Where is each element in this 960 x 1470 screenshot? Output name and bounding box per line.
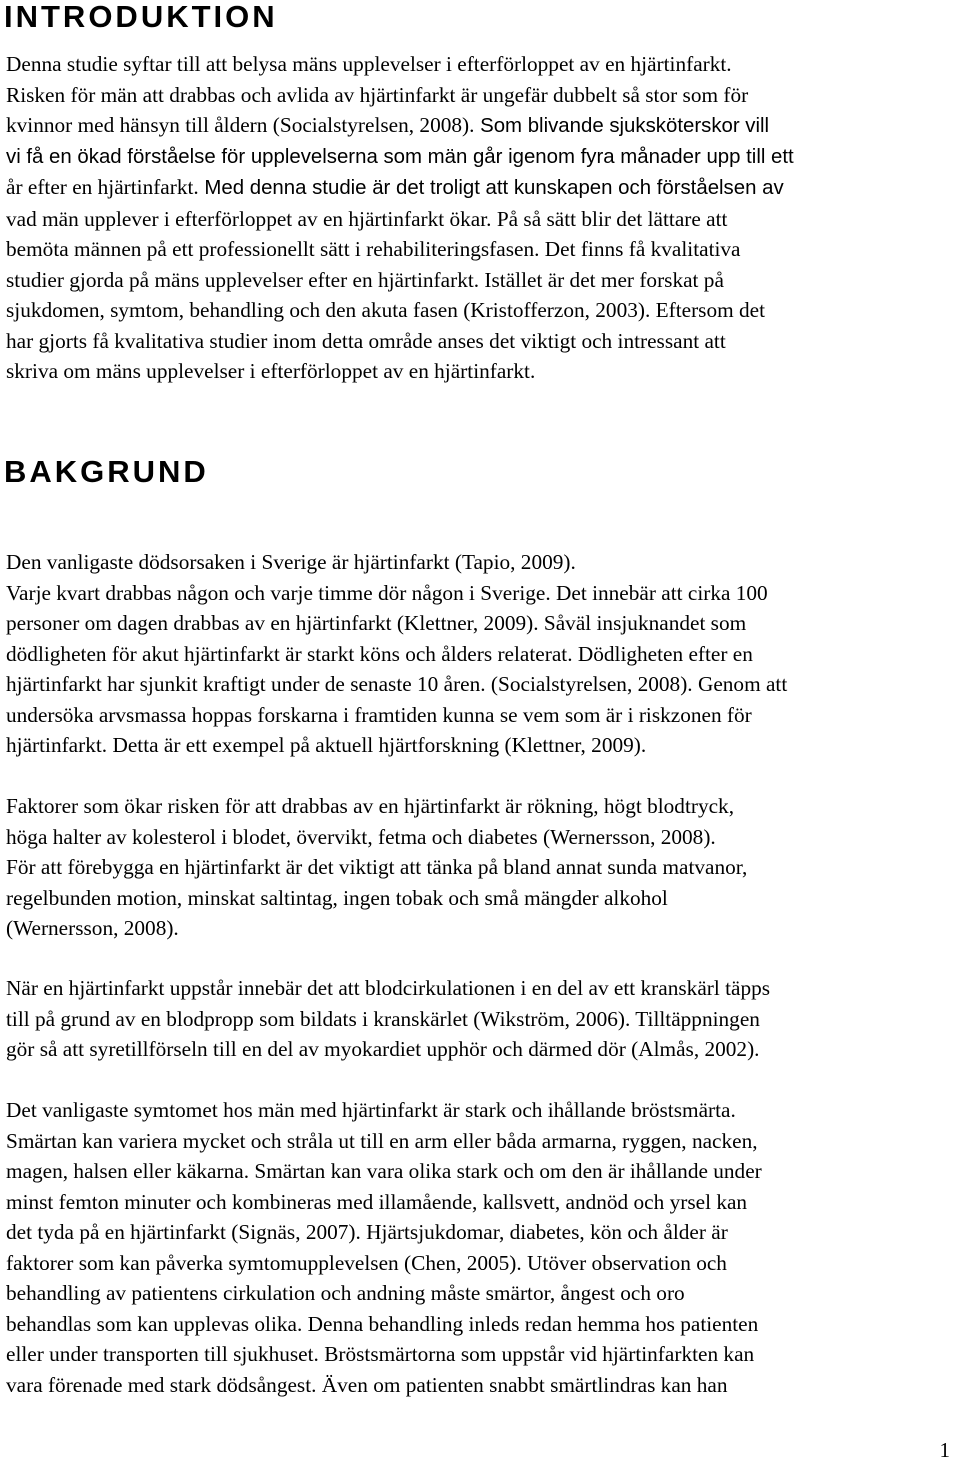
text-line: behandlas som kan upplevas olika. Denna behandling inleds redan hemma hos patienten [6, 1311, 759, 1336]
text-line: Smärtan kan variera mycket och stråla ut till en arm eller båda armarna, ryggen, nacken, [6, 1128, 758, 1153]
text-line: hjärtinfarkt har sjunkit kraftigt under de senaste 10 åren. (Socialstyrelsen, 2008). Genom att [6, 672, 788, 696]
text-line: Risken för män att drabbas och avlida av hjärtinfarkt är ungefär dubbelt så stor som för [6, 82, 749, 107]
text-line: Faktorer som ökar risken för att drabbas av en hjärtinfarkt är rökning, högt blodtryck, [6, 794, 735, 818]
text-line: har gjorts få kvalitativa studier inom detta område anses det viktigt och intressant att [6, 328, 726, 353]
text-line: hjärtinfarkt. Detta är ett exempel på aktuell hjärtforskning (Klettner, 2009). [6, 733, 647, 757]
text-line: vad män upplever i efterförloppet av en hjärtinfarkt ökar. På så sätt blir det lättare att [6, 206, 728, 231]
text-line: personer om dagen drabbas av en hjärtinfarkt (Klettner, 2009). Såväl insjuknandet som [6, 611, 747, 635]
text-line: magen, halsen eller käkarna. Smärtan kan vara olika stark och om den är ihållande under [6, 1159, 762, 1183]
text-line: För att förebygga en hjärtinfarkt är det viktigt att tänka på bland annat sunda matvanor, [6, 855, 748, 879]
text-line: sjukdomen, symtom, behandling och den akuta fasen (Kristofferzon, 2003). Eftersom det [6, 298, 766, 322]
text-line: skriva om mäns upplevelser i efterförloppet av en hjärtinfarkt. [6, 359, 536, 383]
text-line: Det vanligaste symtomet hos män med hjärtinfarkt är stark och ihållande bröstsmärta. [6, 1098, 736, 1122]
text-line: regelbunden motion, minskat saltintag, ingen tobak och små mängder alkohol [6, 885, 668, 910]
page-number: 1 [939, 1438, 950, 1462]
text-line: undersöka arvsmassa hoppas forskarna i framtiden kunna se vem som är i riskzonen för [6, 702, 752, 727]
background-paragraph-2 [6, 791, 956, 944]
text-line: behandling av patientens cirkulation och andning måste smärtor, ångest och oro [6, 1281, 685, 1305]
text-line: eller under transporten till sjukhuset. Bröstsmärtorna som uppstår vid hjärtinfarkten kan [6, 1342, 755, 1366]
text-line: minst femton minuter och kombineras med illamående, kallsvett, andnöd och yrsel kan [6, 1189, 748, 1214]
background-paragraph-4 [6, 1095, 956, 1400]
background-paragraph-1 [6, 547, 956, 761]
text-line: (Wernersson, 2008). [6, 916, 179, 940]
text-line: gör så att syretillförseln till en del av myokardiet upphör och därmed dör (Almås, 2002). [6, 1037, 760, 1061]
text-line: dödligheten för akut hjärtinfarkt är starkt köns och ålders relaterat. Dödligheten efter en [6, 641, 753, 666]
text-line: Varje kvart drabbas någon och varje timme dör någon i Sverige. Det innebär att cirka 100 [6, 580, 768, 605]
text-line: det tyda på en hjärtinfarkt (Signäs, 2007). Hjärtsjukdomar, diabetes, kön och ålder är [6, 1220, 728, 1244]
text-line: vi få en ökad förståelse för upplevelserna som män går igenom fyra månader upp till ett [6, 145, 794, 168]
heading-introduktion: INTRODUKTION [4, 0, 278, 34]
text-line: Denna studie syftar till att belysa mäns upplevelser i efterförloppet av en hjärtinfarkt. [6, 52, 732, 76]
heading-bakgrund: BAKGRUND [4, 454, 209, 489]
text-line: kvinnor med hänsyn till åldern (Socialstyrelsen, 2008). Som blivande sjuksköterskor vill [6, 113, 770, 137]
text-line: När en hjärtinfarkt uppstår innebär det att blodcirkulationen i en del av ett kranskärl täpps [6, 976, 771, 1000]
text-line: studier gjorda på mäns upplevelser efter en hjärtinfarkt. Istället är det mer forskat på [6, 267, 724, 292]
text-line: Den vanligaste dödsorsaken i Sverige är hjärtinfarkt (Tapio, 2009). [6, 550, 576, 574]
text-line: faktorer som kan påverka symtomupplevelsen (Chen, 2005). Utöver observation och [6, 1250, 727, 1275]
text-line: år efter en hjärtinfarkt. Med denna studie är det troligt att kunskapen och förståelsen av [6, 175, 784, 199]
text-line: vara förenade med stark dödsångest. Även om patienten snabbt smärtlindras kan han [6, 1372, 728, 1397]
text-line: bemöta männen på ett professionellt sätt i rehabiliteringsfasen. Det finns få kvalitativa [6, 237, 741, 261]
text-line: till på grund av en blodpropp som bildats i kranskärlet (Wikström, 2006). Tilltäppningen [6, 1006, 760, 1031]
intro-paragraph [6, 49, 956, 387]
text-line: höga halter av kolesterol i blodet, övervikt, fetma och diabetes (Wernersson, 2008). [6, 824, 716, 849]
background-paragraph-3 [6, 973, 956, 1065]
